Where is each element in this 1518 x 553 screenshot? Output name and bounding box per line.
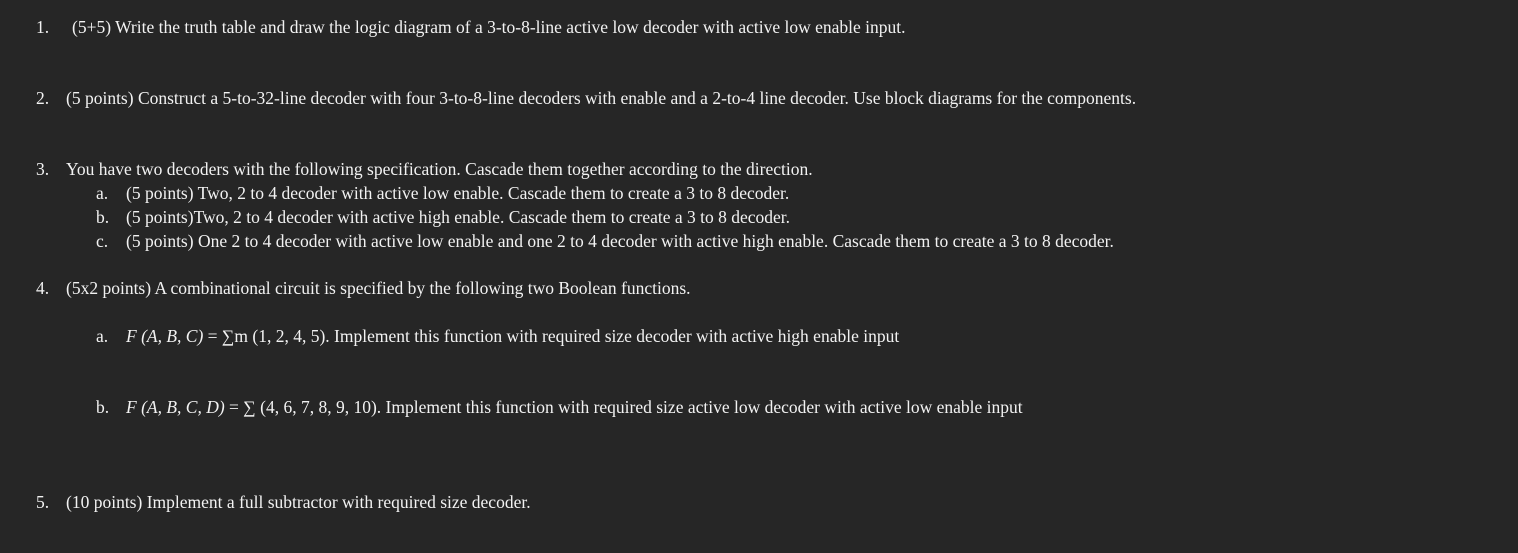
question-text: You have two decoders with the following specification. Cascade them together according to the direction. (66, 159, 813, 179)
question-number: 2. (36, 88, 50, 108)
question-3-part-a (96, 183, 789, 203)
question-3-part-b (96, 207, 790, 227)
question-number: 1. (36, 17, 50, 37)
question-4 (36, 278, 691, 298)
question-number: 4. (36, 278, 50, 298)
part-text: (5 points) Two, 2 to 4 decoder with active low enable. Cascade them to create a 3 to 8 decoder. (126, 183, 790, 203)
question-4-part-a (96, 326, 899, 346)
question-3 (36, 159, 813, 179)
question-1 (36, 17, 905, 37)
question-3-part-c (96, 231, 1114, 251)
question-text: (5x2 points) A combinational circuit is specified by the following two Boolean functions. (66, 278, 691, 298)
question-number: 5. (36, 492, 50, 512)
function-name: F (A, B, C) (126, 326, 204, 346)
part-label: a. (96, 183, 109, 203)
function-name: F (A, B, C, D) (126, 397, 225, 417)
question-text: (5 points) Construct a 5-to-32-line decoder with four 3-to-8-line decoders with enable and a 2-to-4 line decoder. Use block diagrams for the components. (66, 88, 1137, 108)
question-text: (10 points) Implement a full subtractor with required size decoder. (66, 492, 531, 512)
part-label: b. (96, 397, 110, 417)
question-4-part-b (96, 397, 1023, 417)
part-label: a. (96, 326, 109, 346)
part-label: c. (96, 231, 109, 251)
part-text: (5 points)Two, 2 to 4 decoder with active high enable. Cascade them to create a 3 to 8 decoder. (126, 207, 791, 227)
question-text: (5+5) Write the truth table and draw the logic diagram of a 3-to-8-line active low decoder with active low enable input. (72, 17, 906, 37)
part-label: b. (96, 207, 110, 227)
part-text: = ∑m (1, 2, 4, 5). Implement this function with required size decoder with active high enable input (203, 326, 900, 346)
part-text: = ∑ (4, 6, 7, 8, 9, 10). Implement this function with required size active low decoder with active low enable input (224, 397, 1023, 417)
part-text: (5 points) One 2 to 4 decoder with active low enable and one 2 to 4 decoder with active high enable. Cascade them to create a 3 to 8 decoder. (126, 231, 1114, 251)
question-2 (36, 88, 1136, 108)
question-5 (36, 492, 531, 512)
question-number: 3. (36, 159, 50, 179)
